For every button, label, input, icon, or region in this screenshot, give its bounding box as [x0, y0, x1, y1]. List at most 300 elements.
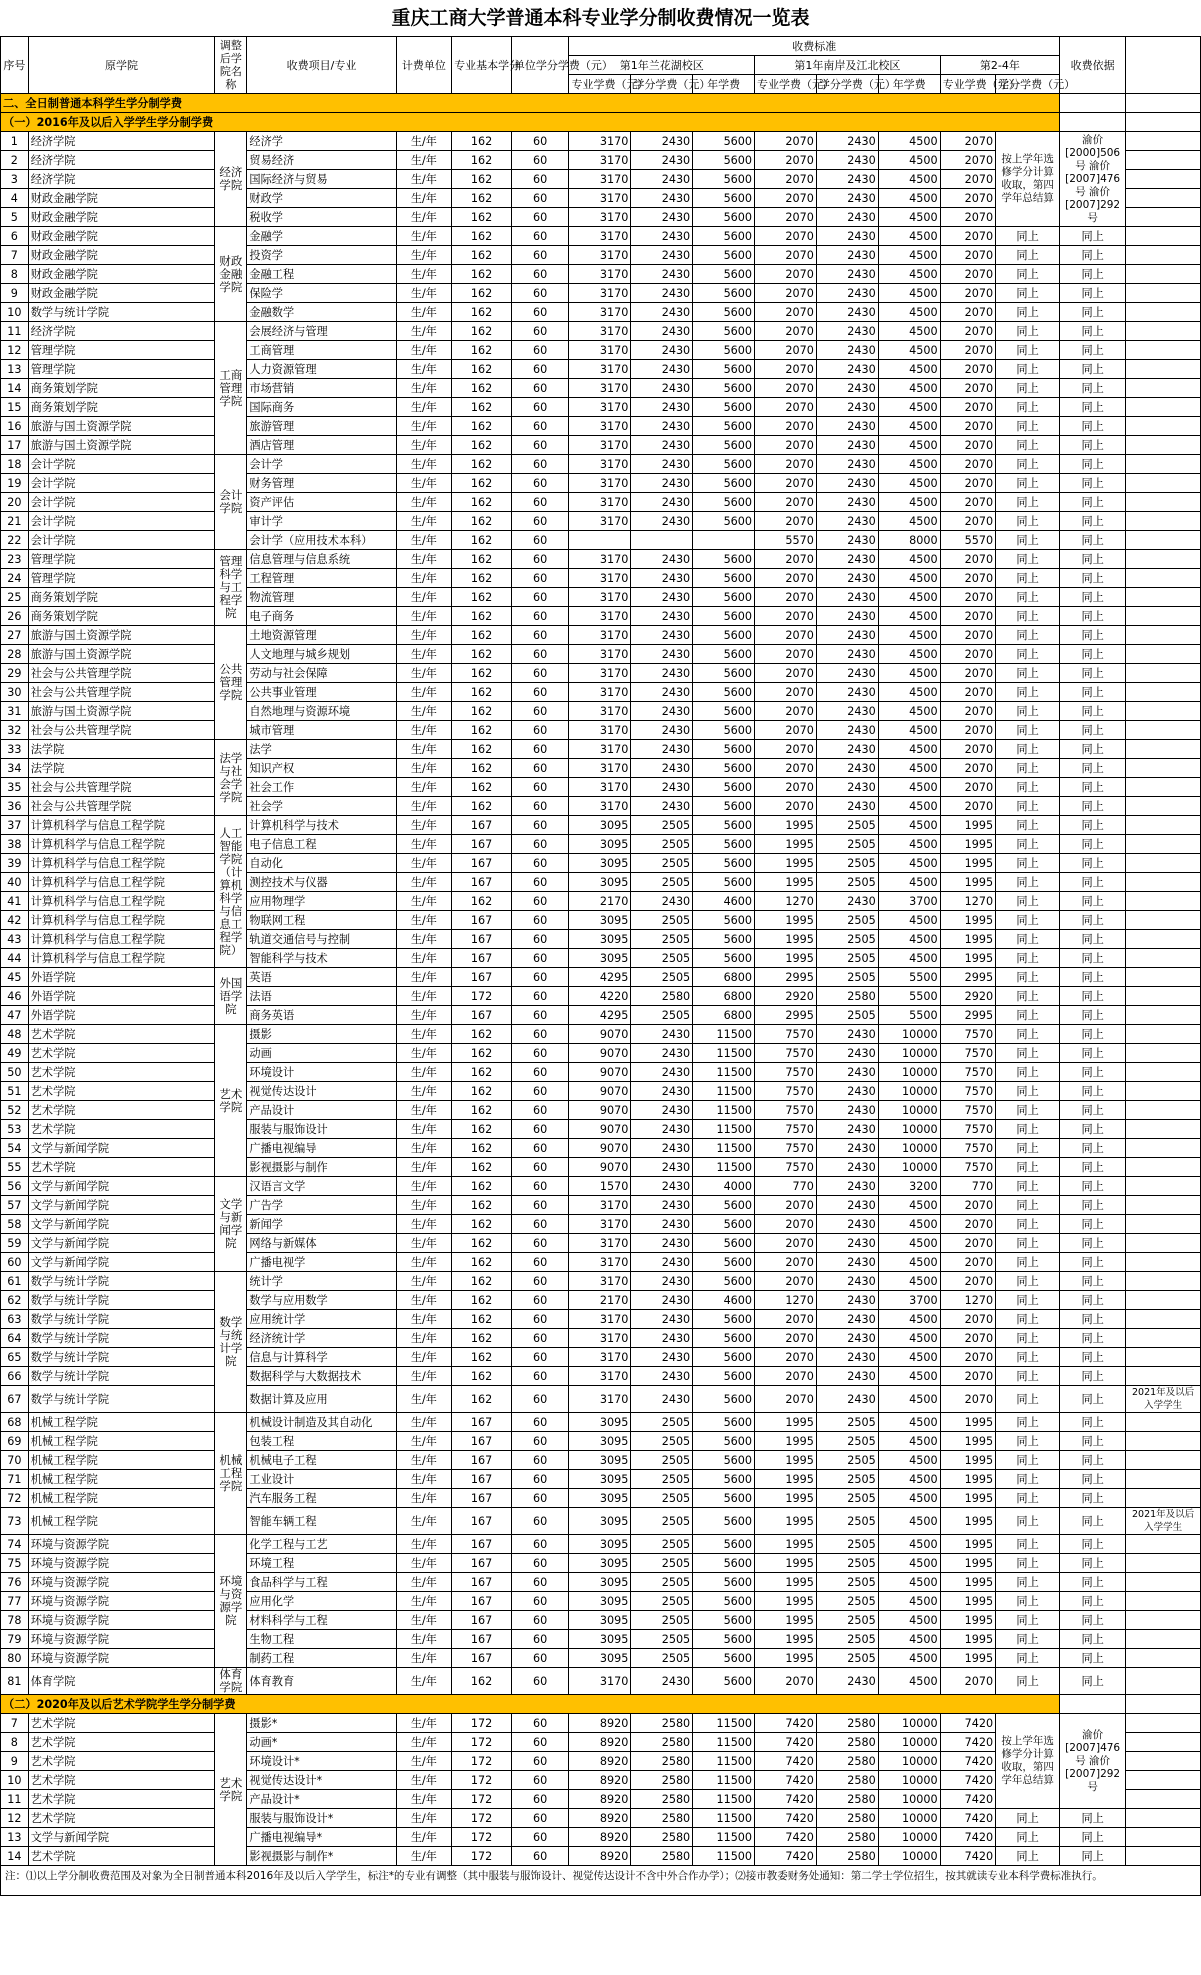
row-fee-value: 2070	[940, 1367, 995, 1386]
row-fee-value: 11500	[693, 1120, 755, 1139]
row-orig-college: 艺术学院	[28, 1063, 215, 1082]
row-remark	[1126, 1253, 1201, 1272]
row-method: 同上	[996, 702, 1060, 721]
row-fee-value: 2430	[631, 189, 693, 208]
row-method: 同上	[996, 493, 1060, 512]
row-fee-value: 2070	[940, 208, 995, 227]
table-row	[1, 1386, 1201, 1413]
row-orig-college: 数学与统计学院	[28, 1348, 215, 1367]
row-base-credit: 162	[452, 1329, 512, 1348]
row-fee-value: 4500	[878, 417, 940, 436]
row-fee-value: 1995	[755, 1508, 817, 1535]
row-credit-fee: 60	[511, 1120, 569, 1139]
row-seq: 12	[1, 1809, 29, 1828]
row-orig-college: 计算机科学与信息工程学院	[28, 949, 215, 968]
row-fee-value: 2430	[631, 1367, 693, 1386]
row-item: 材料科学与工程	[247, 1611, 396, 1630]
row-unit: 生/年	[396, 1828, 451, 1847]
header-credit-total: 学分学费（元）	[816, 75, 878, 94]
row-fee-value: 2430	[631, 1101, 693, 1120]
row-credit-fee: 60	[511, 1063, 569, 1082]
table-row	[1, 1139, 1201, 1158]
row-fee-value: 5600	[693, 835, 755, 854]
row-fee-value: 2430	[631, 398, 693, 417]
row-fee-value: 2070	[755, 626, 817, 645]
row-seq: 79	[1, 1630, 29, 1649]
row-base-credit: 167	[452, 1006, 512, 1025]
row-fee-value: 8920	[569, 1847, 631, 1866]
row-fee-value: 2430	[631, 721, 693, 740]
row-orig-college: 计算机科学与信息工程学院	[28, 873, 215, 892]
table-row	[1, 968, 1201, 987]
row-fee-value: 11500	[693, 1139, 755, 1158]
row-orig-college: 财政金融学院	[28, 208, 215, 227]
row-fee-value: 2070	[940, 721, 995, 740]
row-item: 智能科学与技术	[247, 949, 396, 968]
row-fee-value: 5600	[693, 1592, 755, 1611]
row-fee-value: 5500	[878, 987, 940, 1006]
row-method: 同上	[996, 436, 1060, 455]
row-unit: 生/年	[396, 816, 451, 835]
row-seq: 2	[1, 151, 29, 170]
header-major-fee: 专业学费（元）	[755, 75, 817, 94]
row-orig-college: 会计学院	[28, 512, 215, 531]
row-fee-value: 2070	[755, 455, 817, 474]
row-item: 汽车服务工程	[247, 1489, 396, 1508]
row-fee-value: 4500	[878, 227, 940, 246]
row-fee-value: 4500	[878, 512, 940, 531]
table-row	[1, 341, 1201, 360]
row-item: 贸易经济	[247, 151, 396, 170]
row-fee-value: 5600	[693, 455, 755, 474]
row-fee-value: 2430	[631, 1291, 693, 1310]
row-fee-value: 1995	[940, 1573, 995, 1592]
row-method: 同上	[996, 1158, 1060, 1177]
row-item: 广告学	[247, 1196, 396, 1215]
row-new-college: 会计学院	[215, 455, 247, 550]
row-fee-value: 7570	[940, 1063, 995, 1082]
row-fee-value: 2430	[631, 284, 693, 303]
row-remark	[1126, 436, 1201, 455]
table-row	[1, 816, 1201, 835]
row-seq: 4	[1, 189, 29, 208]
table-row	[1, 1215, 1201, 1234]
row-fee-value: 2430	[631, 607, 693, 626]
row-fee-value: 7570	[940, 1120, 995, 1139]
row-fee-value: 2070	[940, 170, 995, 189]
row-method: 同上	[996, 1044, 1060, 1063]
row-fee-value: 1995	[755, 816, 817, 835]
row-remark	[1126, 398, 1201, 417]
row-orig-college: 社会与公共管理学院	[28, 721, 215, 740]
row-method: 同上	[996, 1535, 1060, 1554]
row-fee-value: 2070	[755, 607, 817, 626]
row-credit-fee: 60	[511, 1668, 569, 1695]
row-fee-value: 4500	[878, 1470, 940, 1489]
row-credit-fee: 60	[511, 1592, 569, 1611]
row-credit-fee: 60	[511, 246, 569, 265]
row-unit: 生/年	[396, 702, 451, 721]
table-row	[1, 702, 1201, 721]
table-row	[1, 474, 1201, 493]
row-seq: 34	[1, 759, 29, 778]
row-fee-value: 9070	[569, 1082, 631, 1101]
row-fee-value: 5600	[693, 512, 755, 531]
row-item: 金融工程	[247, 265, 396, 284]
row-fee-value: 2430	[631, 493, 693, 512]
row-remark	[1126, 1413, 1201, 1432]
row-remark	[1126, 1215, 1201, 1234]
row-fee-value: 2430	[816, 284, 878, 303]
row-method: 同上	[996, 1828, 1060, 1847]
row-remark	[1126, 1790, 1201, 1809]
table-row	[1, 1253, 1201, 1272]
row-fee-value: 2580	[631, 1752, 693, 1771]
row-fee-value: 2070	[940, 759, 995, 778]
row-fee-value: 2920	[940, 987, 995, 1006]
row-basis: 同上	[1060, 1489, 1126, 1508]
row-fee-value: 1995	[940, 816, 995, 835]
row-fee-value: 5600	[693, 949, 755, 968]
row-fee-value: 5600	[693, 721, 755, 740]
row-fee-value: 5600	[693, 740, 755, 759]
row-base-credit: 167	[452, 1508, 512, 1535]
row-remark	[1126, 588, 1201, 607]
row-fee-value: 5600	[693, 816, 755, 835]
row-orig-college: 外语学院	[28, 1006, 215, 1025]
table-row	[1, 398, 1201, 417]
row-fee-value: 10000	[878, 1158, 940, 1177]
row-fee-value: 2505	[631, 1611, 693, 1630]
row-seq: 37	[1, 816, 29, 835]
row-fee-value: 4500	[878, 455, 940, 474]
row-fee-value: 2505	[816, 911, 878, 930]
row-fee-value: 2070	[755, 1196, 817, 1215]
row-item: 数据计算及应用	[247, 1386, 396, 1413]
row-fee-value: 2430	[631, 132, 693, 151]
row-method: 同上	[996, 1253, 1060, 1272]
row-method: 同上	[996, 664, 1060, 683]
table-row	[1, 835, 1201, 854]
row-item: 视觉传达设计	[247, 1082, 396, 1101]
row-seq: 51	[1, 1082, 29, 1101]
row-basis: 同上	[1060, 1573, 1126, 1592]
row-base-credit: 167	[452, 930, 512, 949]
row-fee-value: 2070	[940, 417, 995, 436]
row-basis: 同上	[1060, 512, 1126, 531]
row-seq: 10	[1, 303, 29, 322]
row-unit: 生/年	[396, 1291, 451, 1310]
row-fee-value: 2070	[755, 1253, 817, 1272]
row-fee-value: 7420	[940, 1733, 995, 1752]
row-credit-fee: 60	[511, 759, 569, 778]
row-fee-value: 4500	[878, 721, 940, 740]
row-credit-fee: 60	[511, 531, 569, 550]
row-unit: 生/年	[396, 1044, 451, 1063]
row-method: 按上学年选修学分计算收取，第四学年总结算	[996, 1714, 1060, 1809]
row-fee-value: 2430	[816, 246, 878, 265]
row-fee-value: 2430	[816, 1272, 878, 1291]
row-method: 同上	[996, 474, 1060, 493]
row-unit: 生/年	[396, 759, 451, 778]
row-item: 金融学	[247, 227, 396, 246]
row-method: 同上	[996, 1367, 1060, 1386]
row-fee-value: 10000	[878, 1828, 940, 1847]
row-unit: 生/年	[396, 1139, 451, 1158]
row-fee-value: 4500	[878, 626, 940, 645]
row-fee-value: 2430	[631, 1272, 693, 1291]
row-item: 摄影	[247, 1025, 396, 1044]
row-fee-value: 2505	[816, 873, 878, 892]
row-orig-college: 会计学院	[28, 474, 215, 493]
row-fee-value: 4600	[693, 1291, 755, 1310]
row-credit-fee: 60	[511, 1196, 569, 1215]
row-fee-value: 2070	[755, 417, 817, 436]
row-unit: 生/年	[396, 417, 451, 436]
row-basis: 同上	[1060, 1413, 1126, 1432]
row-fee-value: 1995	[940, 1508, 995, 1535]
row-basis: 同上	[1060, 588, 1126, 607]
row-basis: 渝价[2007]476号 渝价[2007]292号	[1060, 1714, 1126, 1809]
row-item: 金融数学	[247, 303, 396, 322]
row-base-credit: 162	[452, 341, 512, 360]
row-base-credit: 162	[452, 398, 512, 417]
row-method: 同上	[996, 1348, 1060, 1367]
row-credit-fee: 60	[511, 341, 569, 360]
row-fee-value: 2070	[755, 360, 817, 379]
row-fee-value: 5600	[693, 1451, 755, 1470]
row-orig-college: 艺术学院	[28, 1790, 215, 1809]
row-seq: 23	[1, 550, 29, 569]
row-remark	[1126, 417, 1201, 436]
row-fee-value: 5600	[693, 1272, 755, 1291]
table-row	[1, 1272, 1201, 1291]
row-item: 城市管理	[247, 721, 396, 740]
row-fee-value: 5600	[693, 265, 755, 284]
row-seq: 14	[1, 1847, 29, 1866]
row-basis: 同上	[1060, 379, 1126, 398]
row-fee-value: 1995	[940, 835, 995, 854]
row-fee-value: 8920	[569, 1714, 631, 1733]
row-fee-value: 2430	[816, 702, 878, 721]
row-orig-college: 艺术学院	[28, 1158, 215, 1177]
row-unit: 生/年	[396, 911, 451, 930]
row-seq: 69	[1, 1432, 29, 1451]
row-fee-value: 3170	[569, 151, 631, 170]
row-method: 同上	[996, 1489, 1060, 1508]
row-base-credit: 162	[452, 588, 512, 607]
row-orig-college: 计算机科学与信息工程学院	[28, 892, 215, 911]
row-credit-fee: 60	[511, 588, 569, 607]
row-fee-value: 3170	[569, 683, 631, 702]
row-seq: 28	[1, 645, 29, 664]
row-fee-value: 5600	[693, 1554, 755, 1573]
row-method: 同上	[996, 949, 1060, 968]
row-fee-value: 2505	[631, 1470, 693, 1489]
row-fee-value: 4500	[878, 303, 940, 322]
row-fee-value: 8920	[569, 1771, 631, 1790]
row-item: 广播电视学	[247, 1253, 396, 1272]
row-seq: 14	[1, 379, 29, 398]
row-basis: 同上	[1060, 1082, 1126, 1101]
row-fee-value: 5600	[693, 284, 755, 303]
row-fee-value: 2580	[816, 1847, 878, 1866]
row-fee-value: 4000	[693, 1177, 755, 1196]
row-new-college: 环境与资源学院	[215, 1535, 247, 1668]
row-fee-value: 2070	[755, 1310, 817, 1329]
row-fee-value: 2070	[755, 246, 817, 265]
row-credit-fee: 60	[511, 987, 569, 1006]
row-fee-value: 4500	[878, 1489, 940, 1508]
row-fee-value: 2430	[631, 1253, 693, 1272]
row-item: 自然地理与资源环境	[247, 702, 396, 721]
row-remark: 2021年及以后入学学生	[1126, 1386, 1201, 1413]
row-orig-college: 艺术学院	[28, 1771, 215, 1790]
row-fee-value: 2170	[569, 892, 631, 911]
row-orig-college: 外语学院	[28, 968, 215, 987]
row-base-credit: 162	[452, 683, 512, 702]
row-fee-value: 2920	[755, 987, 817, 1006]
row-fee-value: 2070	[940, 1329, 995, 1348]
row-basis: 同上	[1060, 1101, 1126, 1120]
row-basis: 同上	[1060, 1234, 1126, 1253]
row-base-credit: 162	[452, 721, 512, 740]
row-credit-fee: 60	[511, 721, 569, 740]
row-item: 动画*	[247, 1733, 396, 1752]
row-orig-college: 艺术学院	[28, 1025, 215, 1044]
row-base-credit: 162	[452, 322, 512, 341]
row-fee-value: 4500	[878, 1348, 940, 1367]
row-fee-value: 7570	[755, 1044, 817, 1063]
row-fee-value: 3095	[569, 1554, 631, 1573]
row-method: 同上	[996, 1508, 1060, 1535]
row-fee-value: 2070	[940, 379, 995, 398]
row-orig-college: 艺术学院	[28, 1714, 215, 1733]
row-base-credit: 162	[452, 360, 512, 379]
row-fee-value: 2580	[631, 1733, 693, 1752]
row-fee-value: 2505	[816, 968, 878, 987]
table-row	[1, 949, 1201, 968]
row-item: 环境工程	[247, 1554, 396, 1573]
row-fee-value: 2070	[755, 588, 817, 607]
row-item: 经济学	[247, 132, 396, 151]
row-method: 同上	[996, 588, 1060, 607]
row-fee-value: 9070	[569, 1025, 631, 1044]
row-fee-value: 5600	[693, 911, 755, 930]
row-item: 财务管理	[247, 474, 396, 493]
row-fee-value: 1995	[755, 1413, 817, 1432]
row-orig-college: 文学与新闻学院	[28, 1828, 215, 1847]
row-fee-value: 2430	[816, 227, 878, 246]
row-fee-value: 3170	[569, 360, 631, 379]
row-remark	[1126, 1451, 1201, 1470]
row-orig-college: 机械工程学院	[28, 1451, 215, 1470]
row-remark	[1126, 1082, 1201, 1101]
row-fee-value: 11500	[693, 1101, 755, 1120]
row-seq: 26	[1, 607, 29, 626]
row-fee-value: 2430	[631, 1120, 693, 1139]
row-seq: 3	[1, 170, 29, 189]
header-credit-fee: 单位学分学费（元）	[511, 37, 569, 94]
row-base-credit: 162	[452, 645, 512, 664]
row-fee-value: 9070	[569, 1063, 631, 1082]
row-fee-value: 2430	[816, 1291, 878, 1310]
row-base-credit: 162	[452, 246, 512, 265]
header-campus-nanan: 第1年南岸及江北校区	[755, 56, 941, 75]
row-credit-fee: 60	[511, 797, 569, 816]
row-basis: 同上	[1060, 1006, 1126, 1025]
row-fee-value: 10000	[878, 1101, 940, 1120]
row-unit: 生/年	[396, 645, 451, 664]
row-seq: 16	[1, 417, 29, 436]
row-credit-fee: 60	[511, 1386, 569, 1413]
row-fee-value: 5600	[693, 1413, 755, 1432]
row-fee-value: 2070	[755, 151, 817, 170]
row-base-credit: 172	[452, 987, 512, 1006]
row-fee-value: 7570	[940, 1025, 995, 1044]
row-fee-value: 2430	[816, 1348, 878, 1367]
row-fee-value: 2430	[631, 1215, 693, 1234]
table-row	[1, 1828, 1201, 1847]
row-fee-value: 2170	[569, 1291, 631, 1310]
row-fee-value: 2070	[755, 398, 817, 417]
row-credit-fee: 60	[511, 816, 569, 835]
row-base-credit: 162	[452, 702, 512, 721]
table-row	[1, 132, 1201, 151]
row-fee-value: 2070	[755, 645, 817, 664]
row-fee-value: 3095	[569, 1573, 631, 1592]
row-fee-value: 2430	[631, 1158, 693, 1177]
row-fee-value: 2430	[631, 683, 693, 702]
row-fee-value: 2505	[631, 1649, 693, 1668]
row-remark	[1126, 702, 1201, 721]
row-fee-value: 7420	[940, 1771, 995, 1790]
row-new-college: 法学与社会学学院	[215, 740, 247, 816]
row-fee-value: 1995	[940, 1451, 995, 1470]
row-seq: 35	[1, 778, 29, 797]
row-fee-value: 7570	[940, 1101, 995, 1120]
row-remark	[1126, 1752, 1201, 1771]
row-fee-value: 5600	[693, 1386, 755, 1413]
row-item: 制药工程	[247, 1649, 396, 1668]
row-fee-value: 2430	[631, 379, 693, 398]
row-method: 同上	[996, 816, 1060, 835]
row-fee-value: 2070	[755, 227, 817, 246]
row-fee-value: 7420	[755, 1809, 817, 1828]
row-remark	[1126, 835, 1201, 854]
row-orig-college: 会计学院	[28, 493, 215, 512]
row-fee-value: 5600	[693, 417, 755, 436]
row-fee-value: 4500	[878, 569, 940, 588]
row-fee-value	[693, 531, 755, 550]
row-remark	[1126, 683, 1201, 702]
header-major-fee: 专业学费（元）	[940, 75, 995, 94]
row-unit: 生/年	[396, 1432, 451, 1451]
row-method: 同上	[996, 360, 1060, 379]
row-base-credit: 172	[452, 1771, 512, 1790]
row-fee-value: 1995	[755, 930, 817, 949]
row-base-credit: 162	[452, 284, 512, 303]
row-remark	[1126, 1234, 1201, 1253]
row-credit-fee: 60	[511, 1413, 569, 1432]
row-basis: 同上	[1060, 759, 1126, 778]
table-row	[1, 683, 1201, 702]
row-fee-value: 4500	[878, 1413, 940, 1432]
header-seq: 序号	[1, 37, 29, 94]
row-fee-value: 3170	[569, 550, 631, 569]
row-item: 工商管理	[247, 341, 396, 360]
row-base-credit: 162	[452, 664, 512, 683]
